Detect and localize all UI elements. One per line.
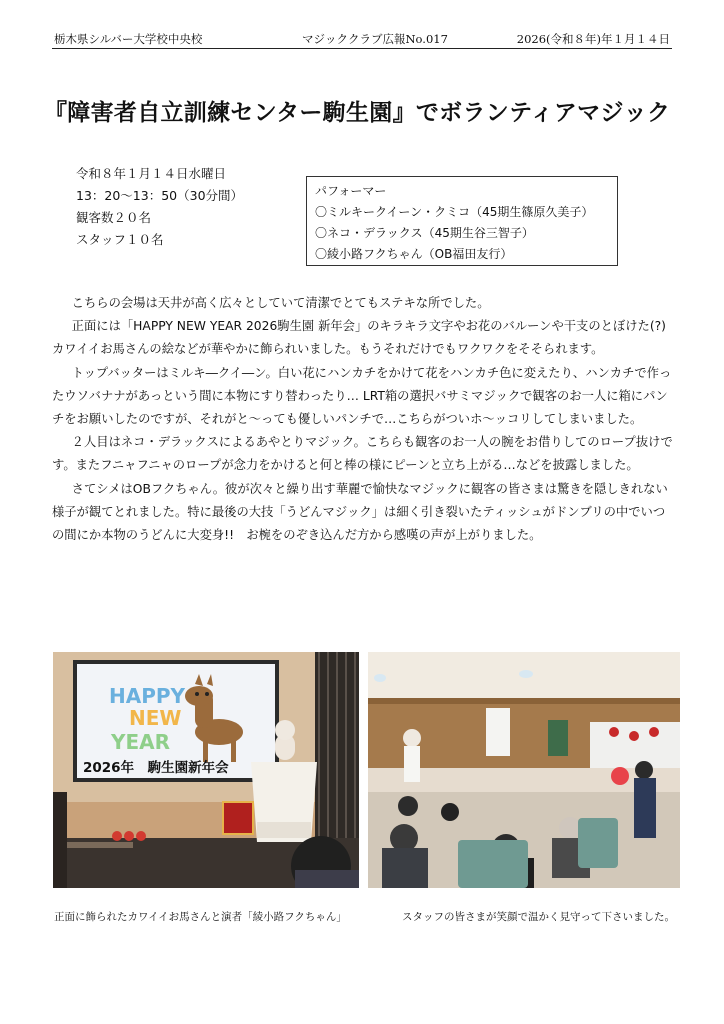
page-header <box>52 28 672 49</box>
body-paragraph: トップバッターはミルキ―クイ―ン。白い花にハンカチをかけて花をハンカチ色に変えたり、ハンカチで作ったウソバナナがあっという間に本物にすり替わったり… LRT箱の選択バサミマジックで観客のお一人に箱にパンチをお願いしたのですが、それがと～っても優しいパンチで…こちらがついホ～ッコリしてしまいました。 <box>52 365 672 427</box>
body-paragraph: さてシメはOBフクちゃん。彼が次々と繰り出す華麗で愉快なマジックに観客の皆さまは驚きを隠しきれない様子が観てとれました。特に最後の大技「うどんマジック」は細く引き裂いたティッシュがドンブリの中でいつの間にか本物のうどんに大変身!! お椀をのぞき込んだ方から感嘆の声が上がりました。 <box>52 481 668 543</box>
article-body <box>52 292 676 547</box>
school-name: 栃木県シルバー大学校中央校 <box>54 32 203 46</box>
photo-audience-illustration <box>368 652 680 888</box>
body-paragraph: ２人目はネコ・デラックスによるあやとりマジック。こちらも観客のお一人の腕をお借りしてのロープ抜けです。またフニャフニャのロープが念力をかけると何と棒の様にピーンと立ち上がる…などを披露しました。 <box>52 435 673 473</box>
performers-heading: パフォーマー <box>315 184 387 198</box>
article-title: 『障害者自立訓練センター駒生園』でボランティアマジック <box>44 100 671 126</box>
right-photo-caption: スタッフの皆さまが笑顔で温かく見守って下さいました。 <box>402 911 675 923</box>
screen-text-new: NEW <box>129 706 182 730</box>
body-paragraph: こちらの会場は天井が高く広々としていて清潔でとてもステキな所でした。 <box>71 296 490 310</box>
issue-date: 2026(令和８年)年１月１４日 <box>516 32 670 46</box>
screen-text-happy: HAPPY <box>109 684 186 708</box>
photo-stage-performer <box>53 652 359 888</box>
left-photo-caption: 正面に飾られたカワイイお馬さんと演者「綾小路フクちゃん」 <box>54 911 347 923</box>
event-time: 13：20～13：50（30分間） <box>76 188 244 203</box>
staff-count: スタッフ１０名 <box>76 232 164 247</box>
newsletter-number: マジッククラブ広報No.017 <box>302 32 448 46</box>
event-date: 令和８年１月１４日水曜日 <box>76 166 227 181</box>
performer-item: 〇ネコ・デラックス（45期生谷三智子） <box>315 226 534 240</box>
audience-count: 観客数２０名 <box>76 210 152 225</box>
screen-banner-text: 2026年 駒生園新年会 <box>83 760 229 776</box>
screen-text-year: YEAR <box>111 730 171 754</box>
photo-audience-room <box>368 652 680 888</box>
performers-box <box>306 176 618 266</box>
performer-item: 〇ミルキークイーン・クミコ（45期生篠原久美子） <box>315 205 594 219</box>
performer-item: 〇綾小路フクちゃん（OB福田友行） <box>315 247 513 261</box>
body-paragraph: 正面には「HAPPY NEW YEAR 2026駒生園 新年会」のキラキラ文字やお花のバルーンや干支のとぼけた(?)カワイイお馬さんの絵などが華やかに飾られいました。もうそれだけでもワクワクをそそられます。 <box>52 319 666 357</box>
